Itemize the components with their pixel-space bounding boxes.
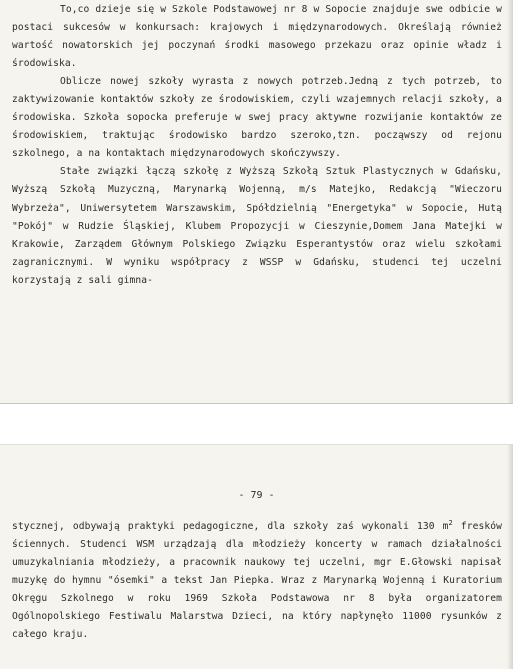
bottom-page-scan	[0, 444, 513, 669]
continuation-text-start: stycznej, odbywają praktyki pedagogiczne, dla szkoły zaś wykonali 130 m	[12, 521, 449, 533]
page-edge-shadow-bottom	[507, 445, 513, 669]
page-edge-shadow	[507, 0, 513, 403]
paragraph-2: Oblicze nowej szkoły wyrasta z nowych potrzeb.Jedną z tych potrzeb, to zaktywizowanie kontaktów szkoły ze środowiskiem, czyli wzajemnych relacji szkoły, a środowiska. Szkoła sopocka preferuje w swej pracy aktywne rozwijanie kontaktów ze środowiskiem, traktując środowisko bardzo szeroko,tzn. począwszy od rejonu szkolnego, a na kontaktach międzynarodowych skończywszy.	[12, 76, 502, 160]
page-gap	[0, 404, 513, 444]
paragraph-1: To,co dzieje się w Szkole Podstawowej nr 8 w Sopocie znajduje swe odbicie w postaci sukcesów w konkursach: krajowych i międzynarodowych. Określają również wartość nowatorskich jej poczynań środki masowego przekazu oraz opinie władz i środowiska.	[12, 4, 502, 70]
paragraph-3: Stałe związki łączą szkołę z Wyższą Szkołą Sztuk Plastycznych w Gdańsku, Wyższą Szkołą Muzyczną, Marynarką Wojenną, m/s Matejko, Redakcją "Wieczoru Wybrzeża", Uniwersytetem Warszawskim, Spółdzielnią "Energetyka" w Sopocie, Hutą "Pokój" w Rudzie Śląskiej, Klubem Propozycji w Cieszynie,Domem Jana Matejki w Krakowie, Zarządem Głównym Polskiego Związku Esperantystów oraz wielu szkołami zagranicznymi. W wyniku współpracy z WSSP w Gdańsku, studenci tej uczelni korzystają z sali gimna-	[12, 166, 502, 286]
square-meter-superscript: 2	[448, 519, 453, 527]
bottom-page-text	[12, 514, 502, 645]
top-page-text	[12, 1, 502, 290]
page-number: - 79 -	[238, 490, 275, 501]
continuation-text-end: fresków ściennych. Studenci WSM urządzają dla młodzieży koncerty w ramach działalności umuzykalniania młodzieży, a pracownik naukowy tej uczelni, mgr E.Głowski napisał muzykę do hymnu "ósemki" a tekst Jan Piepka. Wraz z Marynarką Wojenną i Kuratorium Okręgu Szkolnego w roku 1969 Szkoła Podstawowa nr 8 była organizatorem Ogólnopolskiego Festiwalu Malarstwa Dzieci, na który napłynęło 11000 rysunków z całego kraju.	[12, 521, 502, 641]
paragraph-continuation	[12, 514, 502, 645]
